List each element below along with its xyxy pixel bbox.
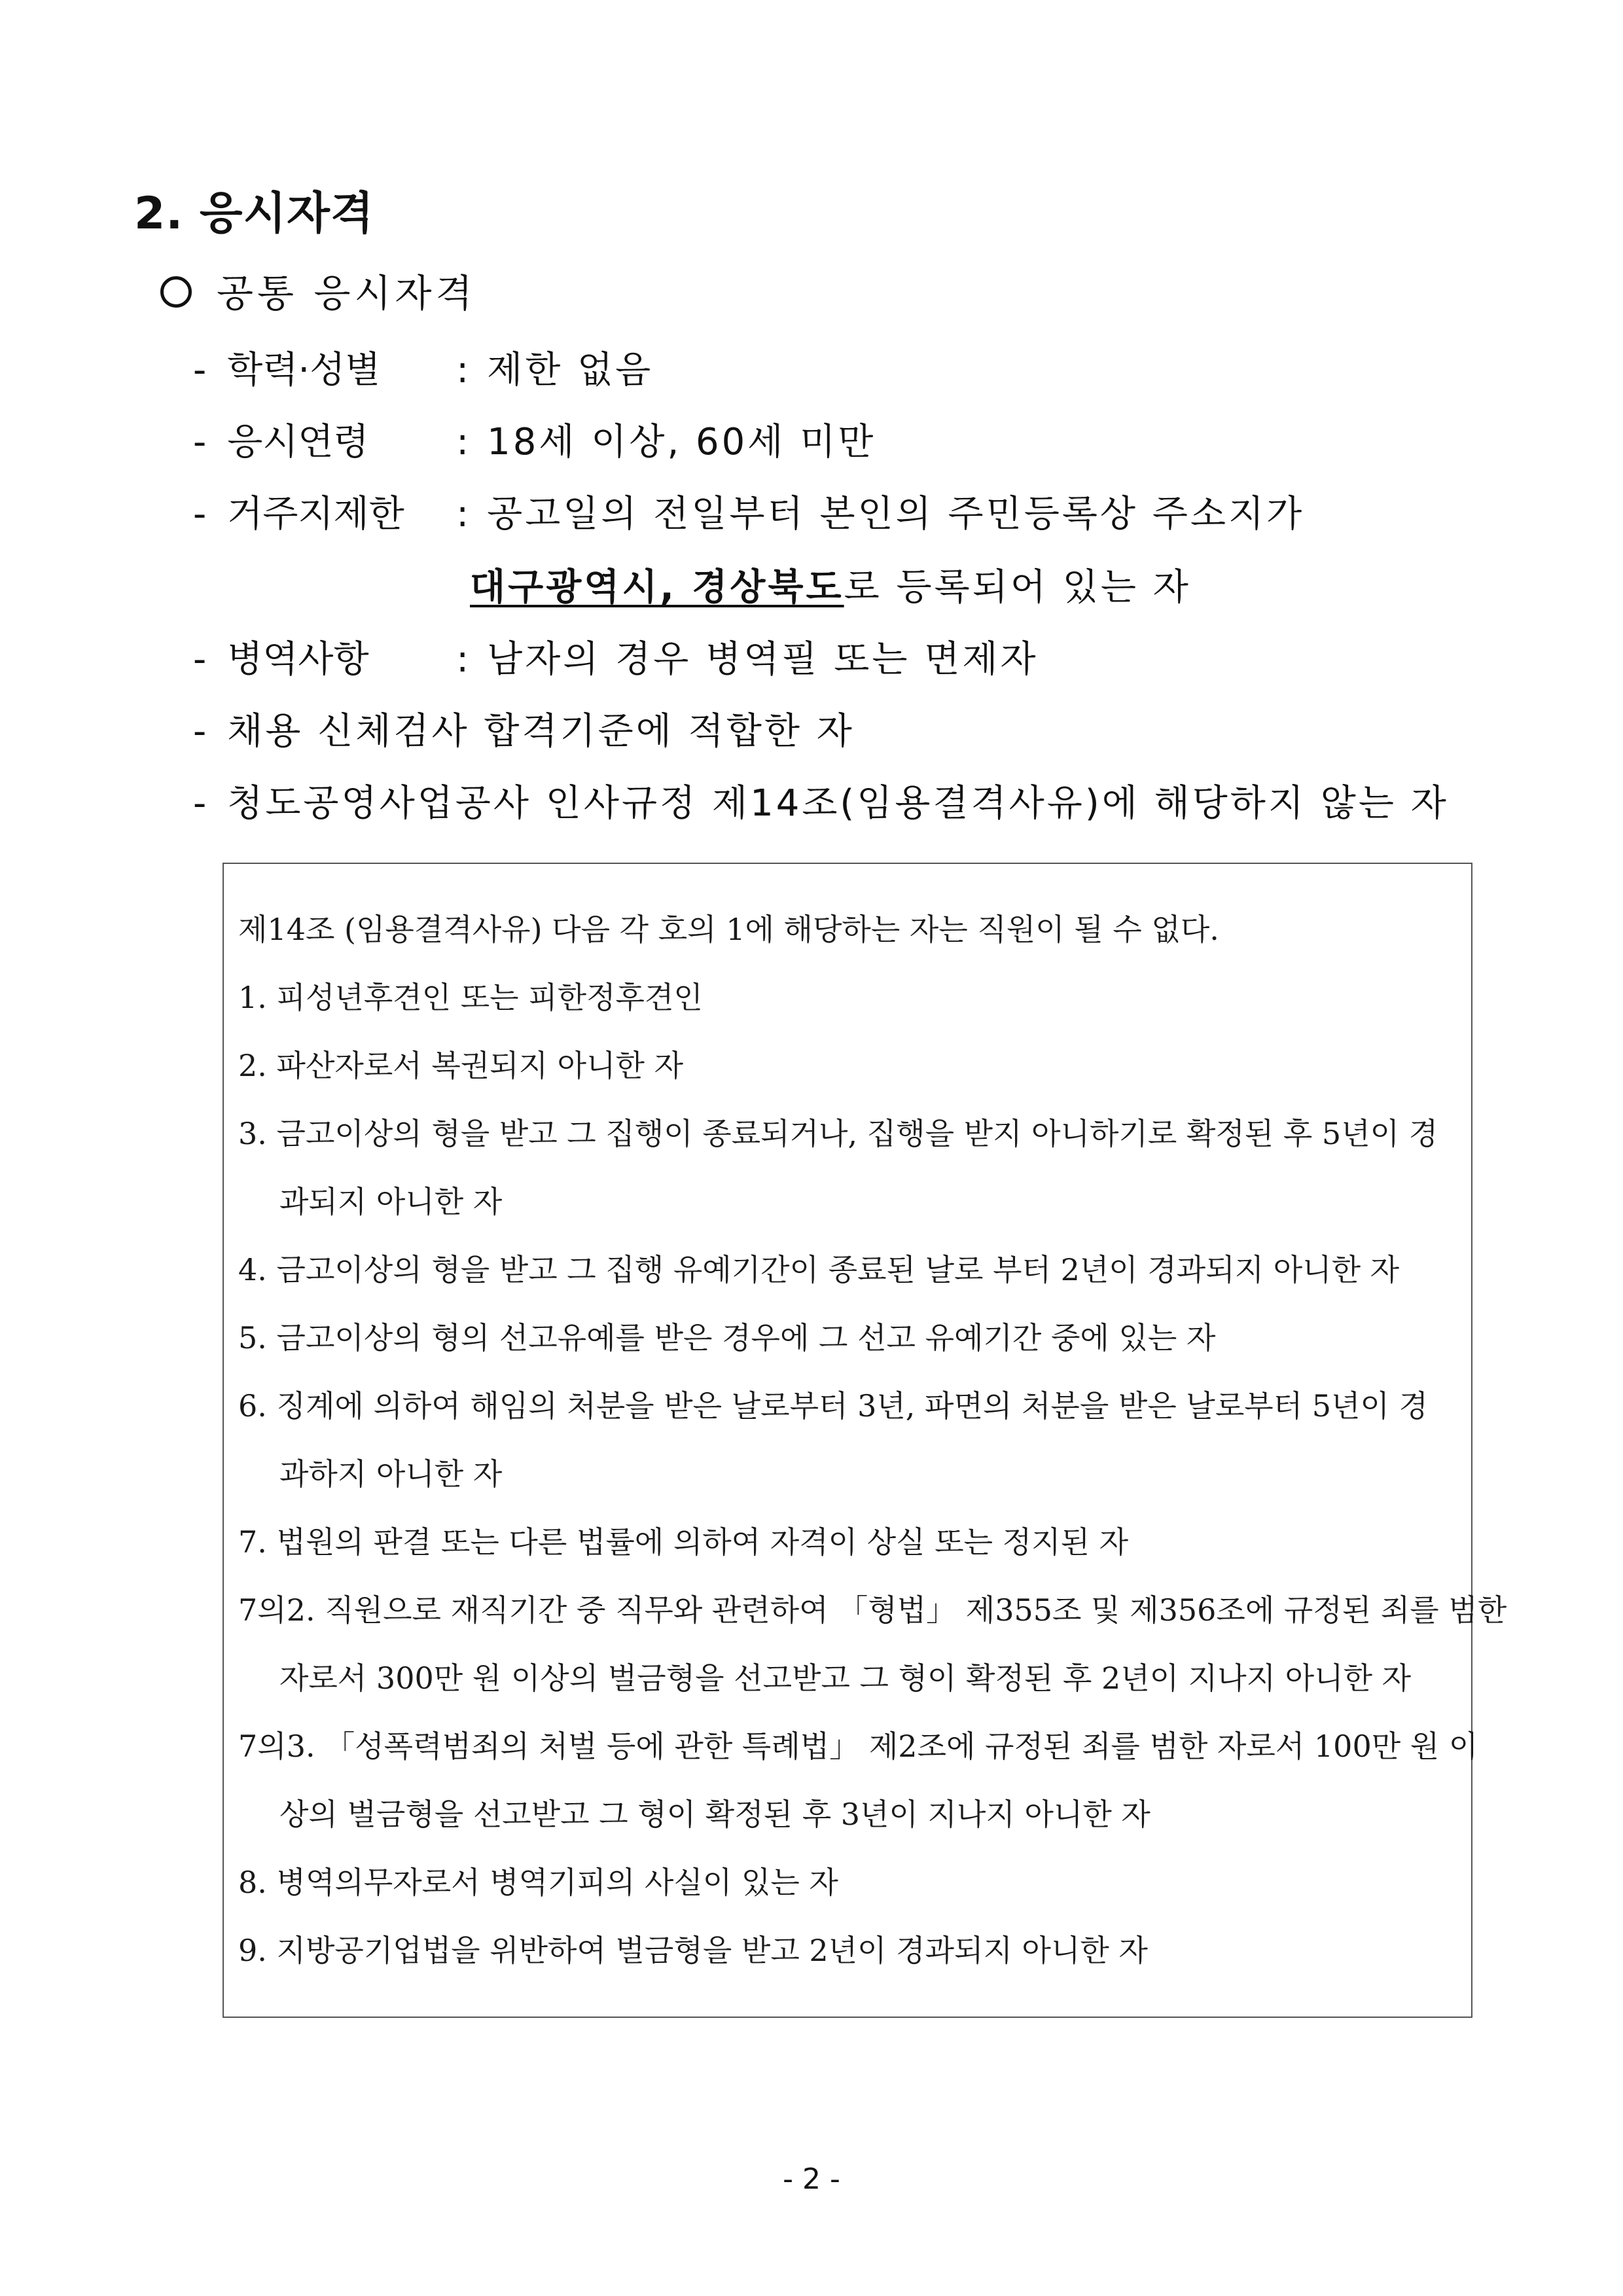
article-item-continuation: 자로서 300만 원 이상의 벌금형을 선고받고 그 형이 확정된 후 2년이 지나지 아니한 자	[279, 1660, 1412, 1696]
requirement-disqualification	[193, 778, 1449, 830]
requirement-label: 거주지제한	[227, 493, 404, 535]
article-item: 9. 지방공기업법을 위반하여 벌금형을 받고 2년이 경과되지 아니한 자	[238, 1933, 1148, 1968]
residence-rest-text: 로 등록되어 있는 자	[844, 566, 1191, 609]
article-item: 3. 금고이상의 형을 받고 그 집행이 종료되거나, 집행을 받지 아니하기로 확정된 후 5년이 경	[238, 1116, 1438, 1151]
circle-bullet-icon	[160, 276, 192, 308]
dash-marker: -	[193, 638, 209, 681]
colon: :	[456, 638, 472, 681]
article-heading: 제14조 (임용결격사유) 다음 각 호의 1에 해당하는 자는 직원이 될 수 없다.	[238, 912, 1219, 947]
dash-marker: -	[193, 349, 209, 391]
article-item-continuation: 과하지 아니한 자	[279, 1456, 503, 1492]
requirement-age	[193, 416, 876, 469]
article-item: 1. 피성년후견인 또는 피한정후견인	[238, 980, 703, 1015]
article-item: 7의3. 「성폭력범죄의 처벌 등에 관한 특례법」 제2조에 규정된 죄를 범한 자로서 100만 원 이	[238, 1729, 1478, 1764]
requirement-value: 제한 없음	[487, 349, 654, 391]
dash-marker: -	[193, 421, 209, 463]
dash-marker: -	[193, 493, 209, 535]
requirement-label: 학력·성별	[227, 349, 381, 391]
requirement-text: 채용 신체검사 합격기준에 적합한 자	[227, 710, 855, 753]
sub-heading-text: 공통 응시자격	[217, 271, 476, 315]
requirement-education-gender	[193, 344, 653, 397]
article-item: 8. 병역의무자로서 병역기피의 사실이 있는 자	[238, 1865, 838, 1900]
colon: :	[456, 349, 472, 391]
requirement-residence-continuation	[470, 562, 1191, 614]
requirement-label: 응시연령	[227, 421, 369, 463]
colon: :	[456, 421, 472, 463]
page-number: - 2 -	[783, 2162, 840, 2196]
article-item: 4. 금고이상의 형을 받고 그 집행 유예기간이 종료된 날로 부터 2년이 경과되지 아니한 자	[238, 1252, 1400, 1287]
colon: :	[456, 493, 472, 535]
article-item: 7. 법원의 판결 또는 다른 법률에 의하여 자격이 상실 또는 정지된 자	[238, 1524, 1129, 1560]
requirement-physical-exam	[193, 706, 855, 758]
requirement-label: 병역사항	[227, 638, 369, 681]
requirement-value: 남자의 경우 병역필 또는 면제자	[487, 638, 1039, 681]
dash-marker: -	[193, 710, 209, 753]
article-item: 6. 징계에 의하여 해임의 처분을 받은 날로부터 3년, 파면의 처분을 받은 날로부터 5년이 경	[238, 1388, 1428, 1424]
requirement-text: 청도공영사업공사 인사규정 제14조(임용결격사유)에 해당하지 않는 자	[227, 782, 1449, 825]
article-14-box	[223, 863, 1507, 2018]
article-item-continuation: 과되지 아니한 자	[279, 1184, 503, 1219]
requirement-military	[193, 634, 1039, 686]
article-item-continuation: 상의 벌금형을 선고받고 그 형이 확정된 후 3년이 지나지 아니한 자	[279, 1797, 1150, 1832]
article-item: 2. 파산자로서 복권되지 아니한 자	[238, 1048, 684, 1083]
article-item: 5. 금고이상의 형의 선고유예를 받은 경우에 그 선고 유예기간 중에 있는 자	[238, 1320, 1216, 1355]
requirement-residence	[193, 488, 1304, 541]
sub-heading	[160, 267, 476, 319]
residence-region-emphasis: 대구광역시, 경상북도	[470, 566, 844, 609]
section-title: 2. 응시자격	[134, 188, 374, 240]
dash-marker: -	[193, 782, 209, 825]
requirement-value: 공고일의 전일부터 본인의 주민등록상 주소지가	[487, 493, 1305, 535]
requirement-value: 18세 이상, 60세 미만	[487, 421, 876, 463]
article-item: 7의2. 직원으로 재직기간 중 직무와 관련하여 「형법」 제355조 및 제356조에 규정된 죄를 범한	[238, 1592, 1507, 1628]
